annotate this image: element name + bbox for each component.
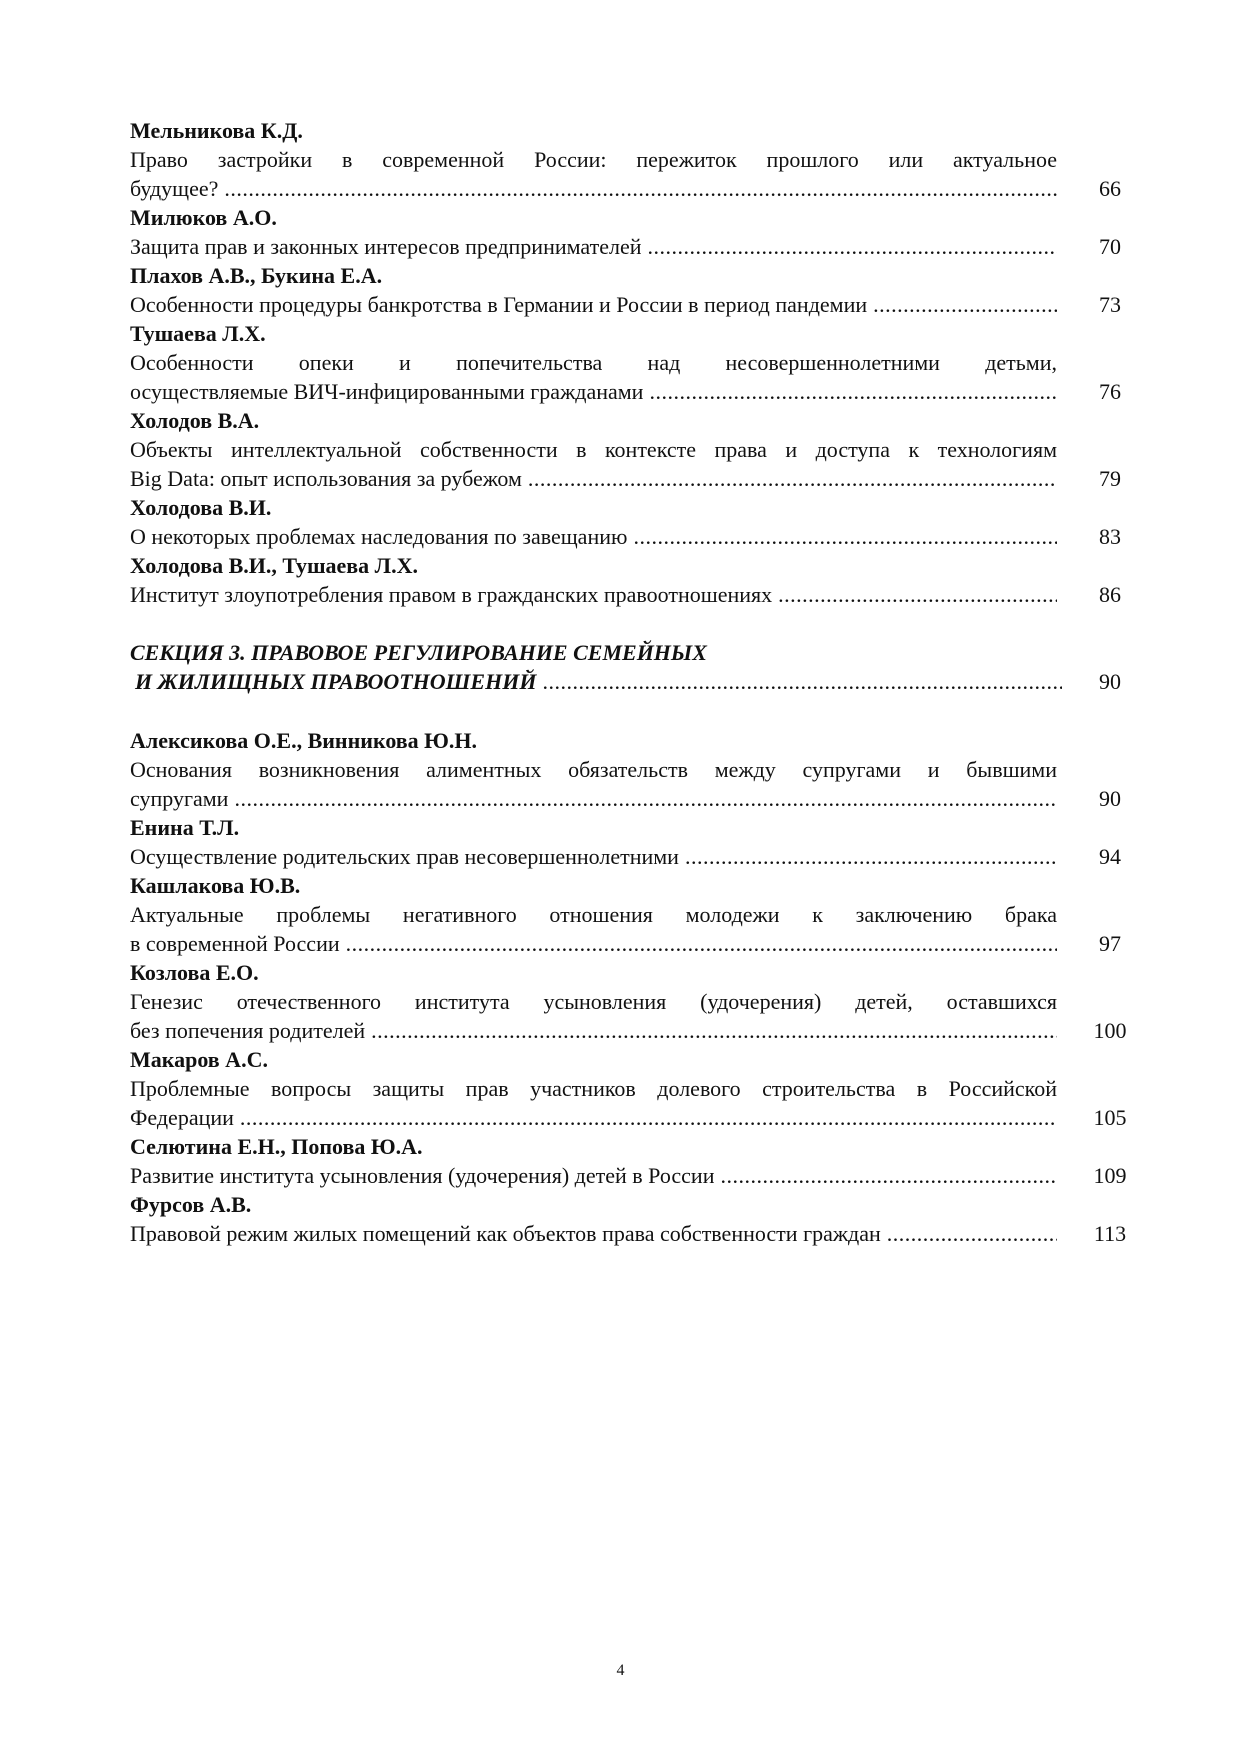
toc-title: Институт злоупотребления правом в гражданских правоотношениях ..... xyxy=(130,580,1057,609)
toc-title: в современной России ..... xyxy=(130,929,1057,958)
toc-page-number: 70 xyxy=(1099,234,1121,259)
toc-page-number: 105 xyxy=(1093,1105,1127,1130)
toc-page-number: 109 xyxy=(1093,1163,1127,1188)
toc-page-number: 83 xyxy=(1099,524,1121,549)
page-number-footer: 4 xyxy=(616,1662,625,1679)
toc-title: будущее? ..... xyxy=(130,174,1057,203)
toc-page-number: 97 xyxy=(1099,931,1121,956)
toc-author: Козлова Е.О. xyxy=(130,960,259,985)
toc-page-number: 66 xyxy=(1099,176,1121,201)
toc-page-number: 94 xyxy=(1099,844,1121,869)
toc-title: Осуществление родительских прав несовершеннолетними ..... xyxy=(130,842,1057,871)
toc-author: Милюков А.О. xyxy=(130,205,277,230)
toc-page-number: 113 xyxy=(1093,1221,1127,1246)
toc-title: Основания возникновения алиментных обязательств между супругами и бывшими xyxy=(130,757,1057,782)
toc-title: Развитие института усыновления (удочерения) детей в России ..... xyxy=(130,1161,1057,1190)
toc-author: Тушаева Л.Х. xyxy=(130,321,266,346)
toc-author: Селютина Е.Н., Попова Ю.А. xyxy=(130,1134,423,1159)
toc-author: Холодова В.И., Тушаева Л.Х. xyxy=(130,553,418,578)
toc-title: Проблемные вопросы защиты прав участников долевого строительства в Российской xyxy=(130,1076,1057,1101)
toc-author: Енина Т.Л. xyxy=(130,815,240,840)
toc-page-number: 90 xyxy=(1099,786,1121,811)
toc-author: Плахов А.В., Букина Е.А. xyxy=(130,263,383,288)
toc-title: Особенности процедуры банкротства в Германии и России в период пандемии ..... xyxy=(130,290,1057,319)
toc-title: Генезис отечественного института усыновления (удочерения) детей, оставшихся xyxy=(130,989,1057,1014)
toc-page-number: 73 xyxy=(1099,292,1121,317)
toc-title: Объекты интеллектуальной собственности в контексте права и доступа к технологиям xyxy=(130,437,1057,462)
toc-title: Актуальные проблемы негативного отношения молодежи к заключению брака xyxy=(130,902,1057,927)
toc-author: Холодова В.И. xyxy=(130,495,272,520)
toc-title: осуществляемые ВИЧ-инфицированными гражданами ..... xyxy=(130,377,1057,406)
toc-title: Федерации ..... xyxy=(130,1103,1057,1132)
toc-author: Мельникова К.Д. xyxy=(130,118,303,143)
section-heading: СЕКЦИЯ 3. ПРАВОВОЕ РЕГУЛИРОВАНИЕ СЕМЕЙНЫХ xyxy=(130,640,707,665)
toc-page-number: 76 xyxy=(1099,379,1121,404)
toc-title: супругами ..... xyxy=(130,784,1057,813)
toc-page-number: 79 xyxy=(1099,466,1121,491)
toc-author: Макаров А.С. xyxy=(130,1047,268,1072)
toc-author: Кашлакова Ю.В. xyxy=(130,873,301,898)
toc-page-number: 100 xyxy=(1093,1018,1127,1043)
toc-author: Фурсов А.В. xyxy=(130,1192,252,1217)
toc-title: Право застройки в современной России: пережиток прошлого или актуальное xyxy=(130,147,1057,172)
toc-title: Big Data: опыт использования за рубежом ..... xyxy=(130,464,1057,493)
toc-author: Алексикова О.Е., Винникова Ю.Н. xyxy=(130,728,478,753)
toc-author: Холодов В.А. xyxy=(130,408,260,433)
toc-title: Правовой режим жилых помещений как объектов права собственности граждан ..... xyxy=(130,1219,1057,1248)
toc-title: Особенности опеки и попечительства над несовершеннолетними детьми, xyxy=(130,350,1057,375)
toc-title: без попечения родителей ..... xyxy=(130,1016,1057,1045)
section-heading: И ЖИЛИЩНЫХ ПРАВООТНОШЕНИЙ ..... xyxy=(130,667,1062,696)
toc-title: Защита прав и законных интересов предпринимателей ..... xyxy=(130,232,1057,261)
toc-page-number: 90 xyxy=(1099,669,1121,694)
toc-page-number: 86 xyxy=(1099,582,1121,607)
toc-title: О некоторых проблемах наследования по завещанию ..... xyxy=(130,522,1057,551)
